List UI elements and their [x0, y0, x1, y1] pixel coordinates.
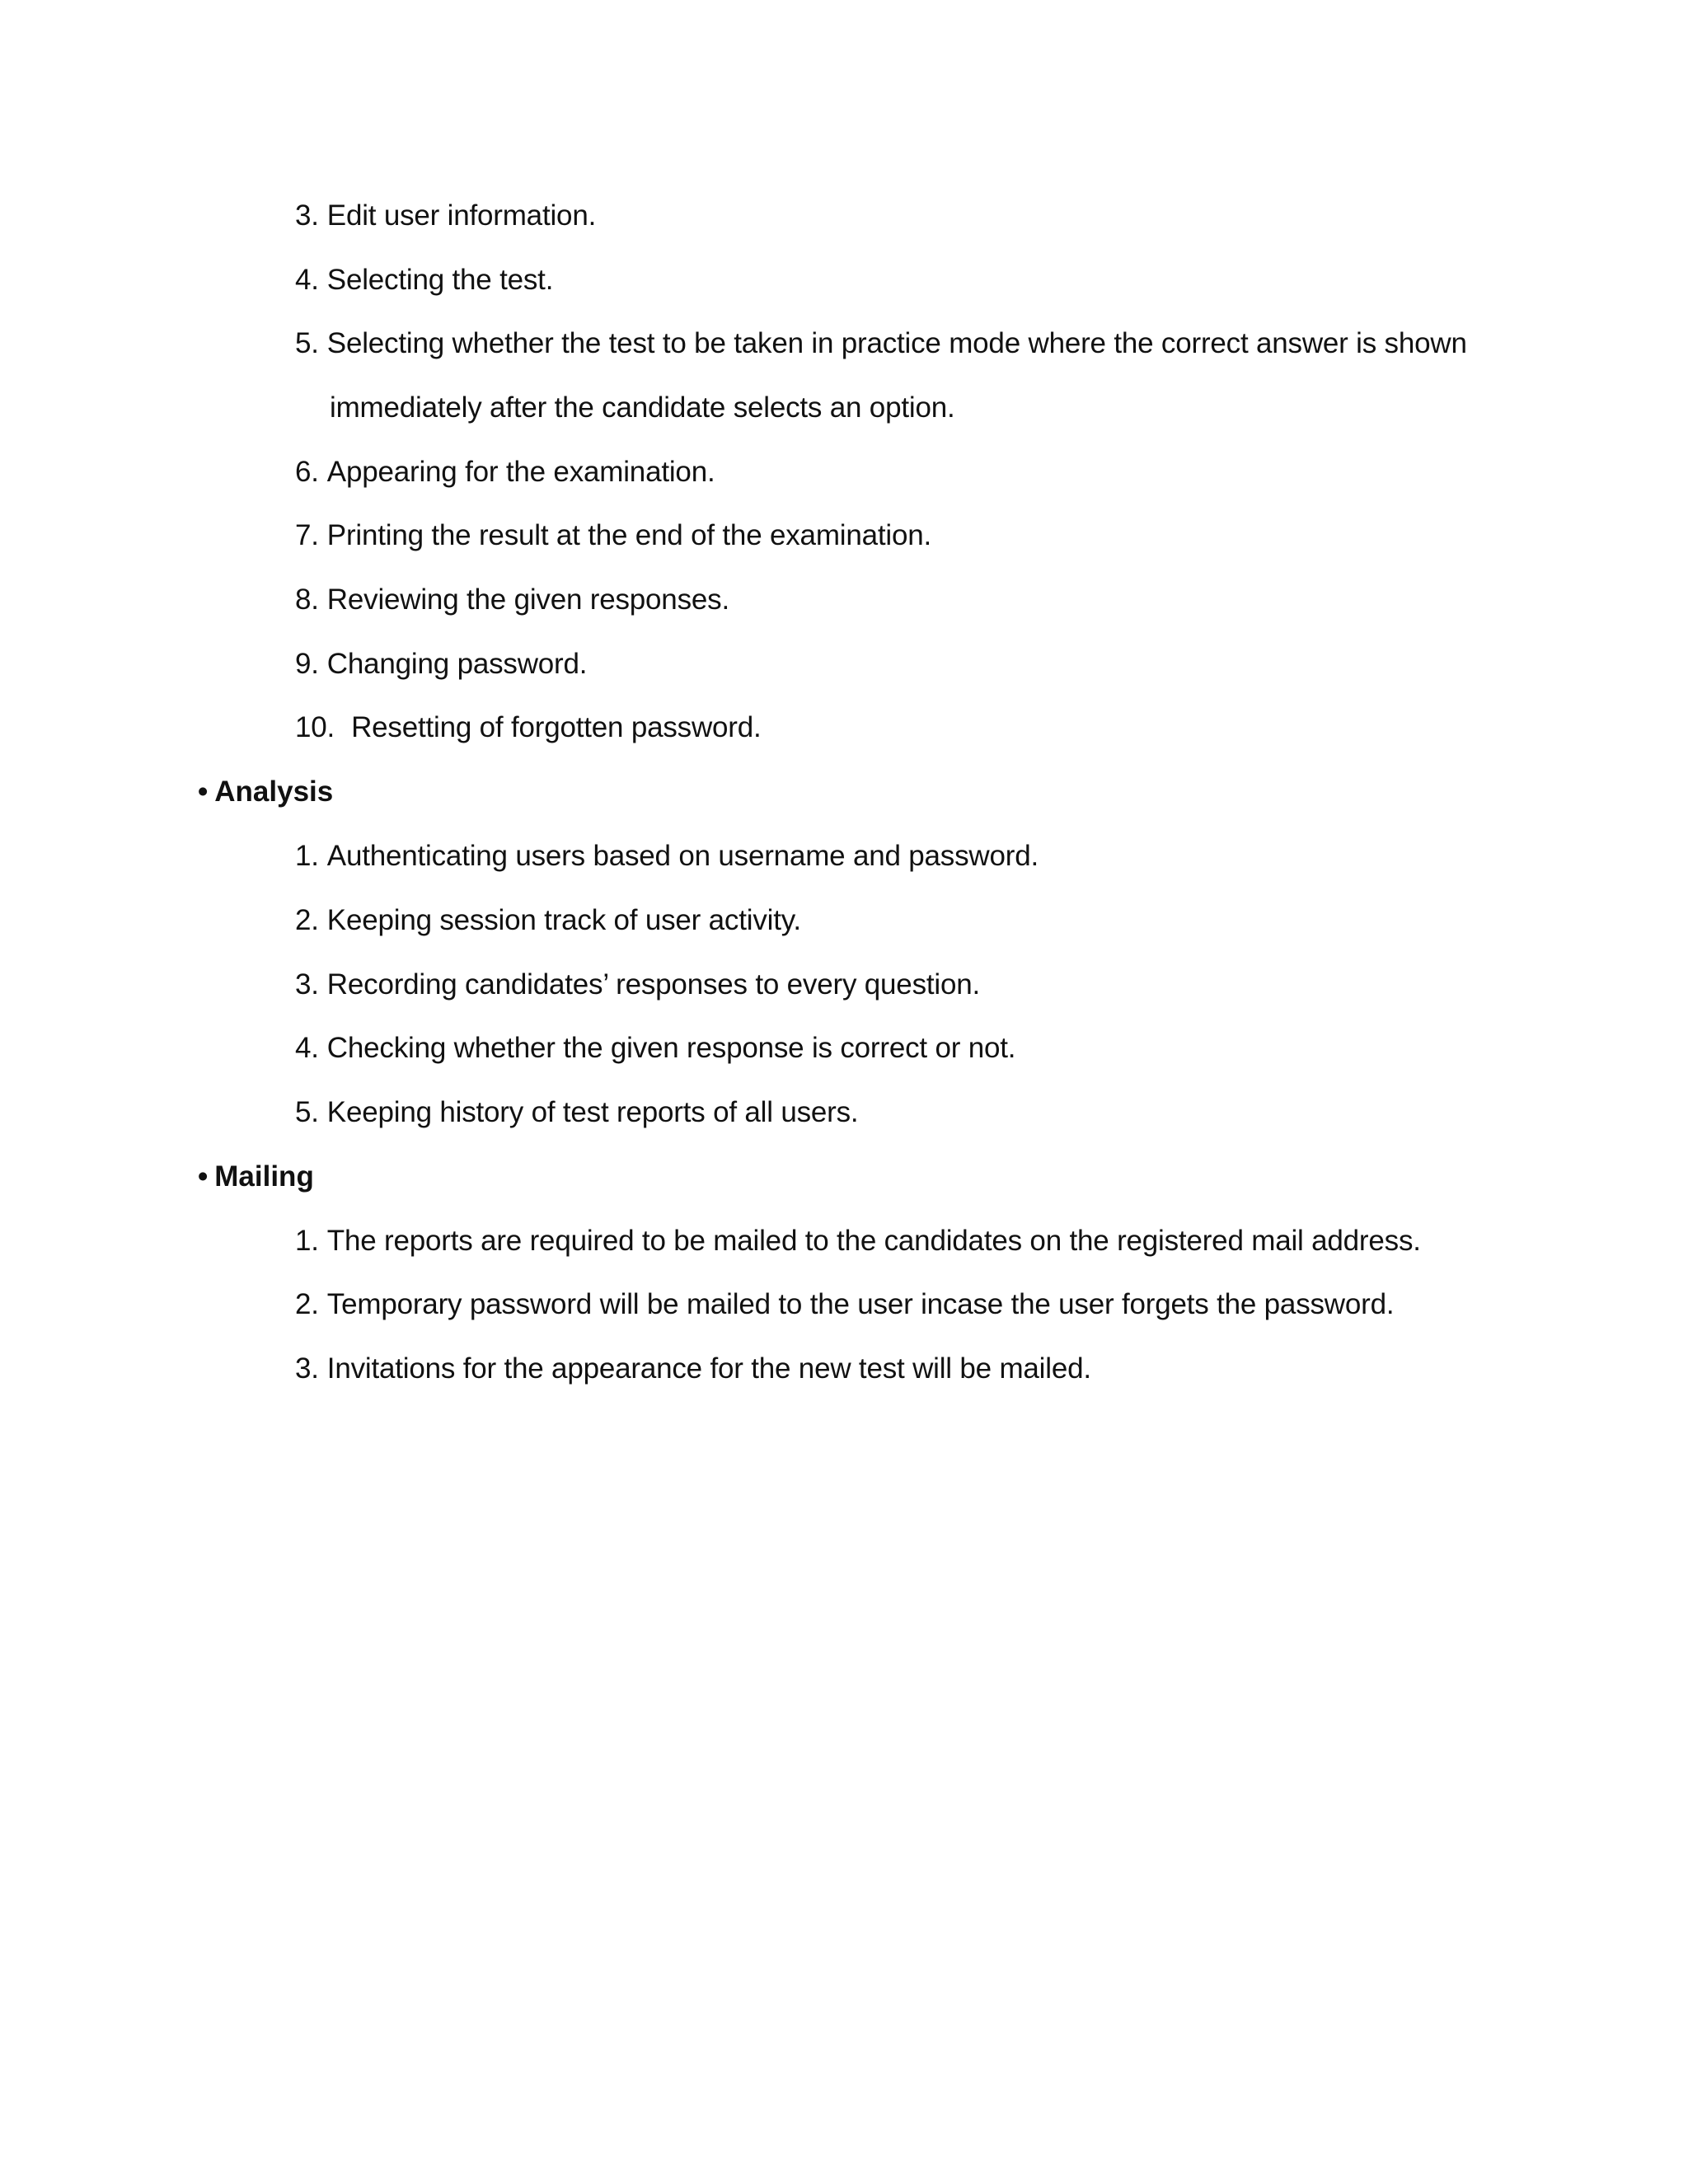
list-item-text: Printing the result at the end of the examination.: [326, 519, 932, 551]
list-item-number: 4.: [295, 264, 319, 296]
list-item: [295, 967, 980, 1003]
list-item: [295, 326, 1467, 362]
list-item-text: Checking whether the given response is correct or not.: [326, 1032, 1016, 1064]
list-item-number: 3.: [295, 968, 319, 1001]
list-item-number: 4.: [295, 1032, 319, 1064]
list-item-number: 2.: [295, 1288, 319, 1320]
list-item: [295, 518, 931, 554]
section-heading-label: Analysis: [214, 776, 334, 808]
list-item-text: Authenticating users based on username and password.: [326, 840, 1039, 872]
list-item-number: 1.: [295, 1225, 319, 1257]
list-item-text: Temporary password will be mailed to the user incase the user forgets the password.: [326, 1288, 1395, 1320]
list-item-number: 6.: [295, 456, 319, 488]
list-item: [295, 1030, 1015, 1066]
list-item: [295, 582, 729, 618]
list-item-text: Reviewing the given responses.: [326, 583, 729, 616]
list-item: [295, 454, 715, 490]
list-item-text: The reports are required to be mailed to the candidates on the registered mail address.: [326, 1225, 1421, 1257]
list-item-number: 3.: [295, 1352, 319, 1385]
list-item: [295, 262, 553, 298]
bullet-icon: •: [198, 1160, 209, 1193]
list-item-number: 2.: [295, 904, 319, 936]
list-item: [295, 710, 762, 746]
bullet-icon: •: [198, 776, 209, 808]
section-heading-label: Mailing: [214, 1160, 314, 1193]
list-item-continuation: immediately after the candidate selects an option.: [330, 391, 955, 424]
list-item: [295, 1223, 1421, 1259]
list-item-text: Keeping history of test reports of all users.: [326, 1096, 859, 1128]
list-item: [295, 646, 587, 682]
list-item-number: 5.: [295, 327, 319, 359]
list-item-text: Keeping session track of user activity.: [326, 904, 801, 936]
list-item-text: Invitations for the appearance for the new test will be mailed.: [326, 1352, 1091, 1385]
list-item-text: Changing password.: [326, 648, 588, 680]
list-item: [295, 1286, 1394, 1323]
list-item-text: Selecting whether the test to be taken in practice mode where the correct answer is shown: [326, 327, 1467, 359]
list-item-number: 7.: [295, 519, 319, 551]
list-item-number: 3.: [295, 199, 319, 232]
list-item-text: Appearing for the examination.: [326, 456, 715, 488]
section-heading-mailing: [198, 1159, 314, 1195]
list-item: [295, 1351, 1091, 1387]
list-item-number: 8.: [295, 583, 319, 616]
list-item: [295, 902, 801, 939]
list-item-text: Selecting the test.: [326, 264, 554, 296]
list-item-text: Edit user information.: [326, 199, 597, 232]
list-item: [295, 198, 596, 234]
section-heading-analysis: [198, 774, 333, 810]
list-item-text: Resetting of forgotten password.: [351, 711, 762, 743]
list-item-number: 1.: [295, 840, 319, 872]
list-item-number: 9.: [295, 648, 319, 680]
list-item-number: 10.: [295, 711, 335, 743]
list-item: [295, 838, 1039, 874]
list-item-number: 5.: [295, 1096, 319, 1128]
list-item: [295, 1094, 858, 1131]
list-item-text: Recording candidates’ responses to every question.: [326, 968, 981, 1001]
